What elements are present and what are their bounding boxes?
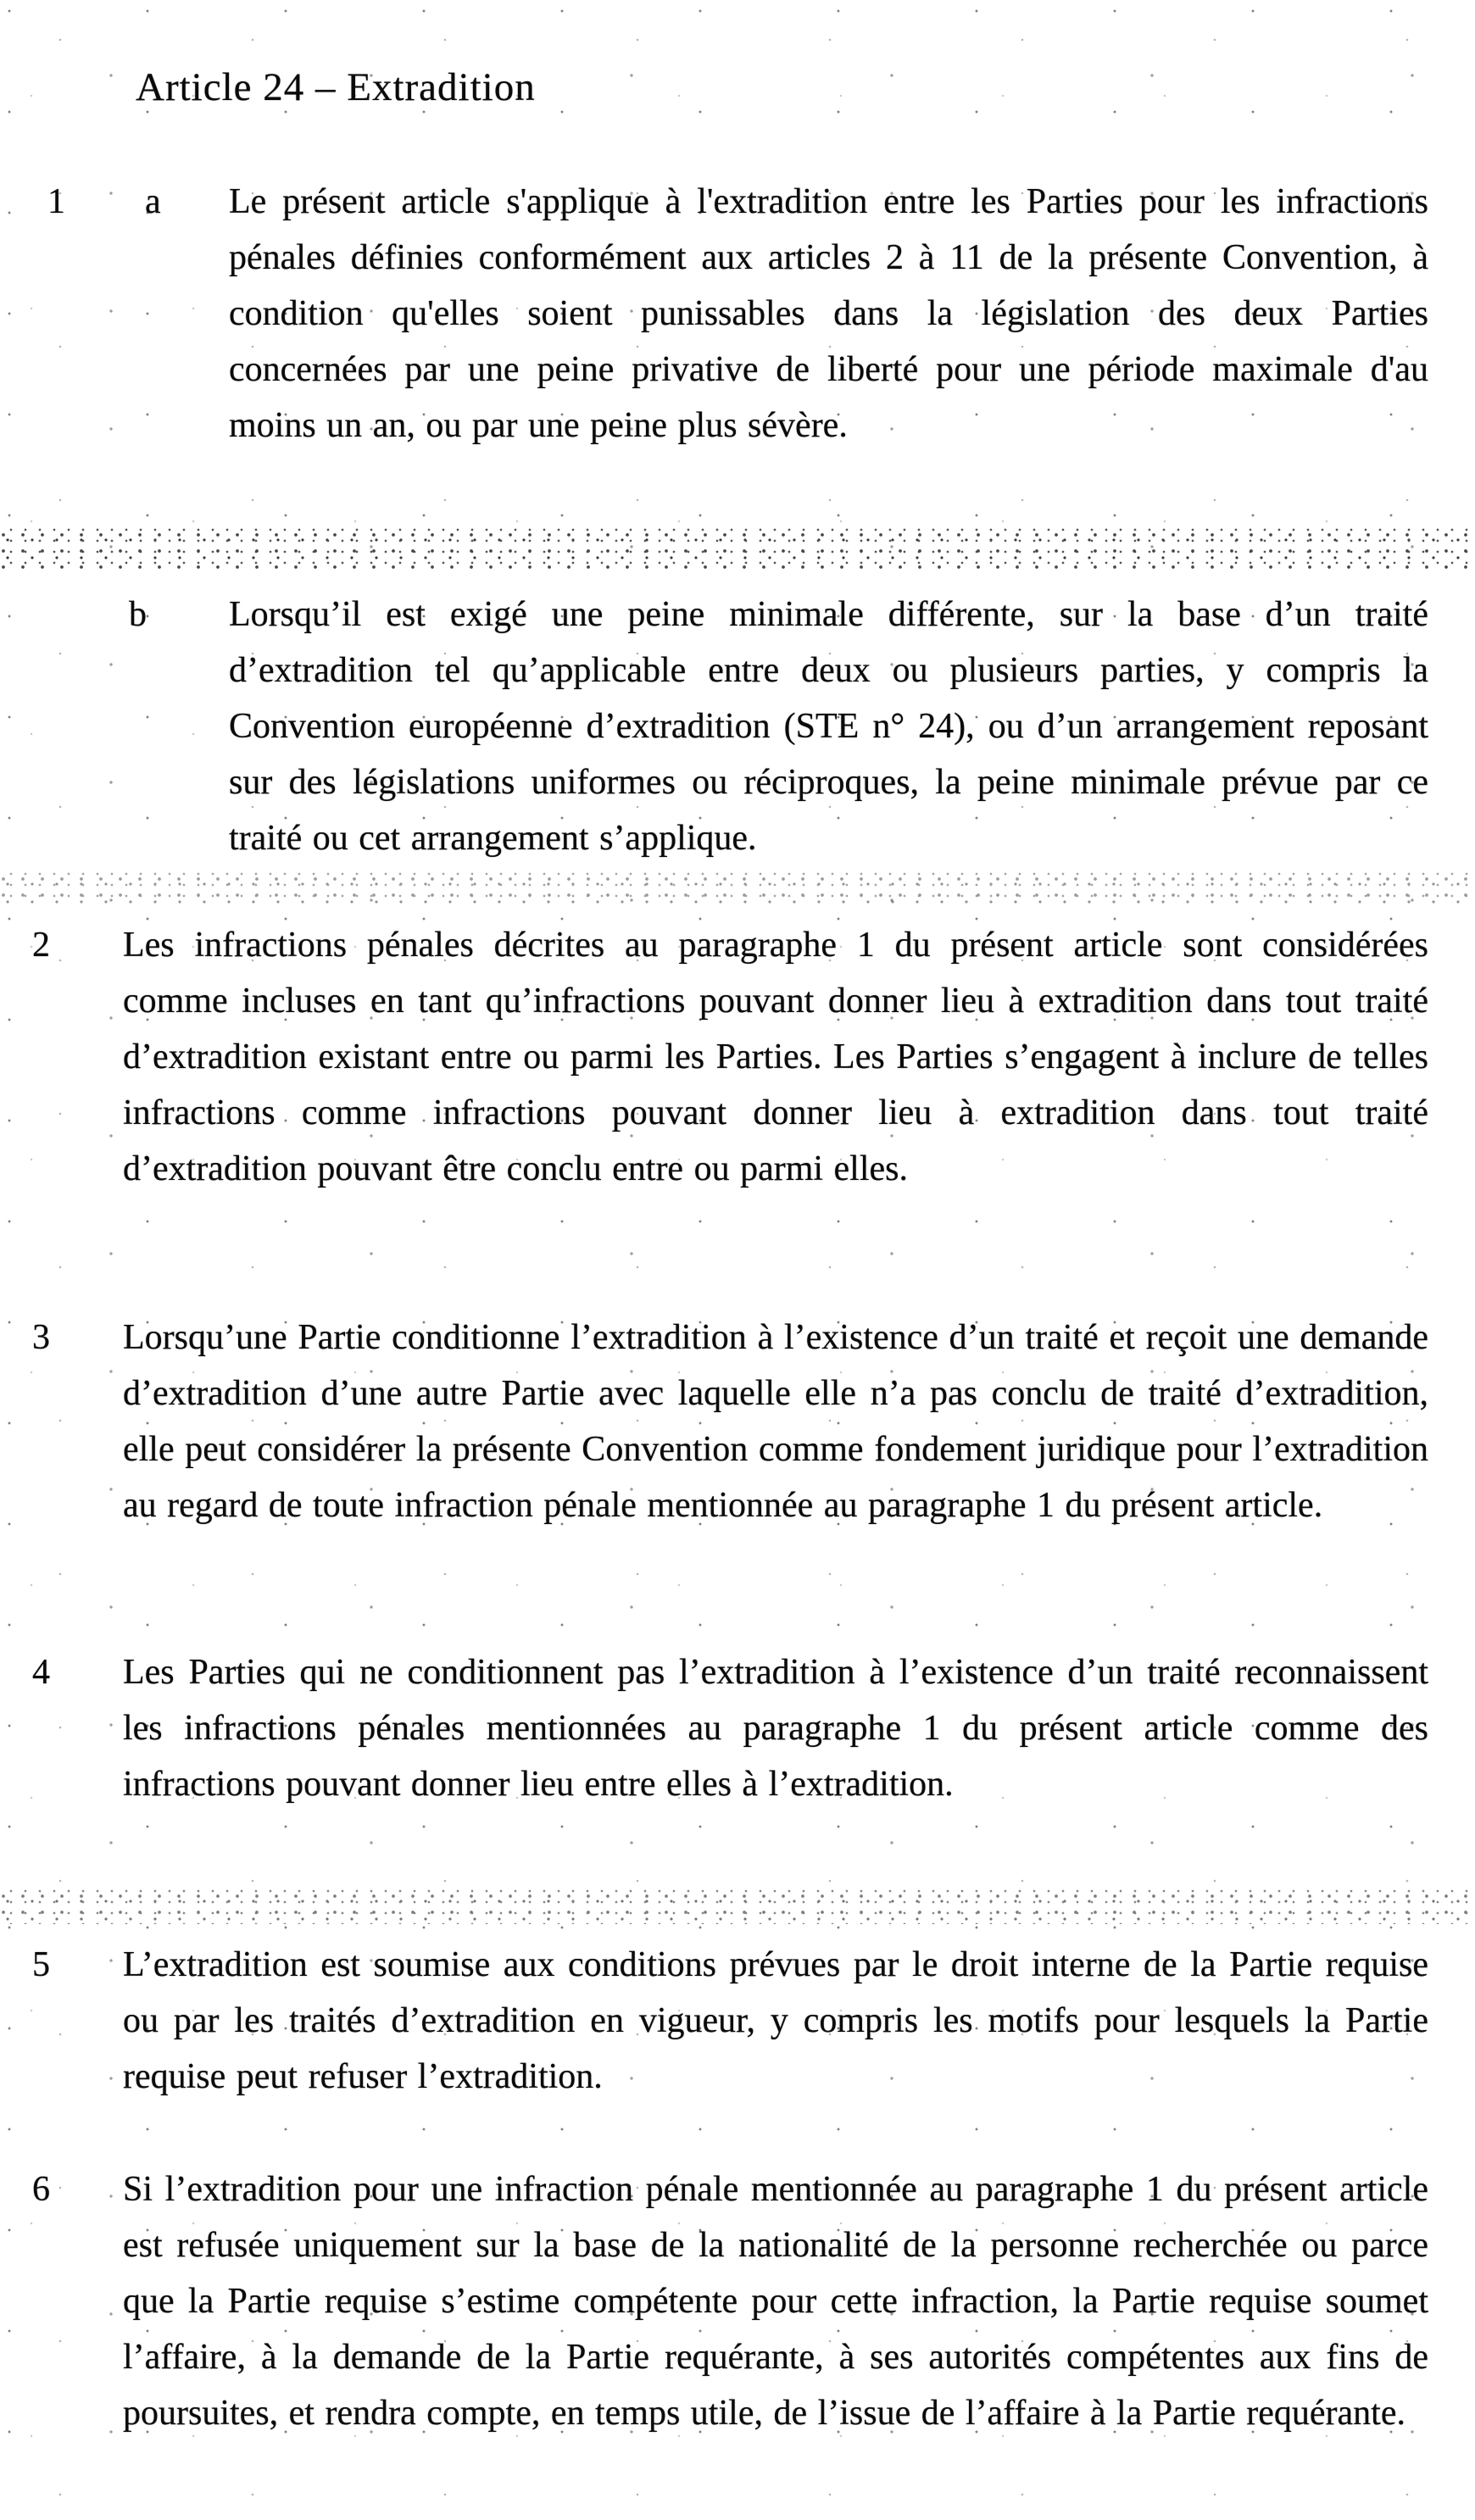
paragraph-1a <box>0 174 1475 453</box>
paragraph-2 <box>0 917 1475 1197</box>
paragraph-4-text: Les Parties qui ne conditionnent pas l’extradition à l’existence d’un traité reconnaissent les infractions pénales mentionnées au paragraphe 1 du présent article comme des infractions pouvant donner lieu entre elles à l’extradition. <box>123 1653 1428 1804</box>
paragraph-4-number: 4 <box>32 1653 50 1692</box>
paragraph-2-text: Les infractions pénales décrites au paragraphe 1 du présent article sont considérées comme incluses en tant qu’infractions pouvant donner lieu à extradition dans tout traité d’extradition existant entre ou parmi les Parties. Les Parties s’engagent à inclure de telles infractions comme infractions pouvant donner lieu à extradition dans tout traité d’extradition pouvant être conclu entre ou parmi elles. <box>123 926 1428 1188</box>
subitem-b-letter: b <box>129 595 147 634</box>
paragraph-5-text: L’extradition est soumise aux conditions prévues par le droit interne de la Partie requise ou par les traités d’extradition en vigueur, y compris les motifs pour lesquels la Partie requise peut refuser l’extradition. <box>123 1945 1428 2096</box>
paragraph-4 <box>0 1644 1475 1812</box>
paragraph-5-number: 5 <box>32 1945 50 1984</box>
paragraph-1b <box>0 587 1475 866</box>
subitem-b-text: Lorsqu’il est exigé une peine minimale différente, sur la base d’un traité d’extradition tel qu’applicable entre deux ou plusieurs parties, y compris la Convention européenne d’extradition (STE n° 24), ou d’un arrangement reposant sur des législations uniformes ou réciproques, la peine minimale prévue par ce traité ou cet arrangement s’applique. <box>229 595 1428 858</box>
paragraph-5 <box>0 1937 1475 2105</box>
paragraph-6-number: 6 <box>32 2170 50 2209</box>
paragraph-3-text: Lorsqu’une Partie conditionne l’extradition à l’existence d’un traité et reçoit une demande d’extradition d’une autre Partie avec laquelle elle n’a pas conclu de traité d’extradition, elle peut considérer la présente Convention comme fondement juridique pour l’extradition au regard de toute infraction pénale mentionnée au paragraphe 1 du présent article. <box>123 1318 1428 1525</box>
paragraph-2-number: 2 <box>32 926 50 965</box>
scan-noise-band <box>0 871 1475 904</box>
subitem-a-text: Le présent article s'applique à l'extradition entre les Parties pour les infractions pénales définies conformément aux articles 2 à 11 de la présente Convention, à condition qu'elles soient punissables dans la législation des deux Parties concernées par une peine privative de liberté pour une période maximale d'au moins un an, ou par une peine plus sévère. <box>229 182 1428 445</box>
paragraph-6 <box>0 2161 1475 2441</box>
paragraph-3-number: 3 <box>32 1318 50 1357</box>
paragraph-1-number: 1 <box>47 182 65 221</box>
subitem-a-letter: a <box>145 182 161 221</box>
paragraph-6-text: Si l’extradition pour une infraction pénale mentionnée au paragraphe 1 du présent article est refusée uniquement sur la base de la nationalité de la personne recherchée ou parce que la Partie requise s’estime compétente pour cette infraction, la Partie requise soumet l’affaire, à la demande de la Partie requérante, à ses autorités compétentes aux fins de poursuites, et rendra compte, en temps utile, de l’issue de l’affaire à la Partie requérante. <box>123 2170 1428 2433</box>
scan-noise-band <box>0 1889 1475 1924</box>
scan-noise-band <box>0 527 1475 571</box>
paragraph-3 <box>0 1310 1475 1533</box>
article-title: Article 24 – Extradition <box>136 65 536 109</box>
